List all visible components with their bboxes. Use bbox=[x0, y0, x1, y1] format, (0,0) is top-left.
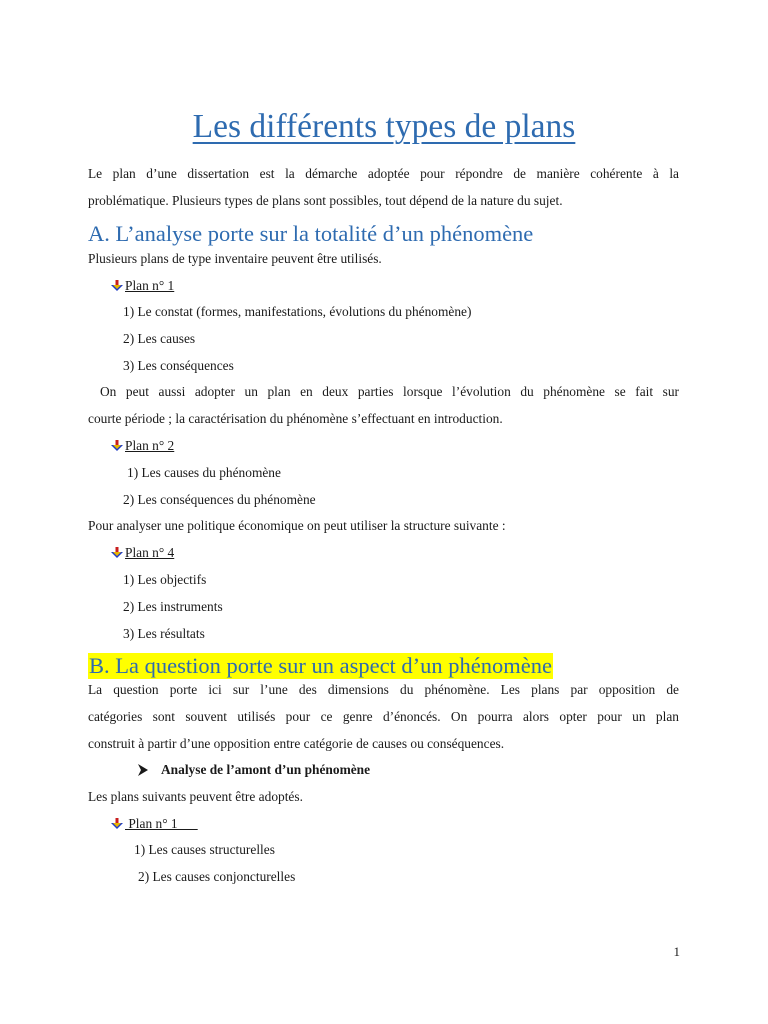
list-item: 2) Les instruments bbox=[123, 599, 223, 614]
arrowhead-right-icon bbox=[137, 764, 149, 776]
section-b-paragraph-line-2: catégories sont souvent utilisés pour ce genre d’énoncés. On pourra alors opter pour un plan bbox=[88, 709, 679, 724]
section-a-paragraph-line-1: On peut aussi adopter un plan en deux parties lorsque l’évolution du phénomène se fait sur bbox=[100, 384, 679, 399]
list-item: 1) Les causes du phénomène bbox=[127, 465, 281, 480]
plan-title-a4: Plan n° 4 bbox=[125, 545, 175, 560]
section-b-subheading: Analyse de l’amont d’un phénomène bbox=[161, 762, 371, 777]
arrow-down-bullet-icon bbox=[111, 818, 123, 830]
policy-lead: Pour analyser une politique économique on peut utiliser la structure suivante : bbox=[88, 518, 506, 533]
section-b-paragraph-line-1: La question porte ici sur l’une des dimensions du phénomène. Les plans par opposition de bbox=[88, 682, 679, 697]
list-item: 2) Les causes conjoncturelles bbox=[138, 869, 296, 884]
list-item: 1) Les causes structurelles bbox=[134, 842, 275, 857]
list-item: 3) Les conséquences bbox=[123, 358, 234, 373]
arrow-down-bullet-icon bbox=[111, 280, 123, 292]
section-a-heading: A. L’analyse porte sur la totalité d’un phénomène bbox=[88, 221, 534, 246]
list-item: 1) Le constat (formes, manifestations, évolutions du phénomène) bbox=[123, 304, 472, 319]
list-item: 2) Les conséquences du phénomène bbox=[123, 492, 316, 507]
list-item: 3) Les résultats bbox=[123, 626, 205, 641]
arrow-down-bullet-icon bbox=[111, 547, 123, 559]
plan-title-a1: Plan n° 1 bbox=[125, 278, 175, 293]
list-item: 2) Les causes bbox=[123, 331, 196, 346]
plan-title-a2: Plan n° 2 bbox=[125, 438, 175, 453]
section-a-paragraph-line-2: courte période ; la caractérisation du phénomène s’effectuant en introduction. bbox=[88, 411, 503, 426]
section-a-lead: Plusieurs plans de type inventaire peuvent être utilisés. bbox=[88, 251, 382, 266]
intro-line-1: Le plan d’une dissertation est la démarche adoptée pour répondre de manière cohérente à la bbox=[88, 166, 679, 181]
section-b-heading: B. La question porte sur un aspect d’un phénomène bbox=[89, 653, 553, 678]
arrow-down-bullet-icon bbox=[111, 440, 123, 452]
intro-line-2: problématique. Plusieurs types de plans sont possibles, tout dépend de la nature du sujet. bbox=[88, 193, 563, 208]
list-item: 1) Les objectifs bbox=[123, 572, 207, 587]
plan-title-b1: Plan n° 1 bbox=[125, 816, 198, 831]
page-number: 1 bbox=[673, 944, 680, 959]
page-title: Les différents types de plans bbox=[192, 108, 576, 145]
section-b-lead: Les plans suivants peuvent être adoptés. bbox=[88, 789, 303, 804]
section-b-paragraph-line-3: construit à partir d’une opposition entre catégorie de causes ou conséquences. bbox=[88, 736, 505, 751]
